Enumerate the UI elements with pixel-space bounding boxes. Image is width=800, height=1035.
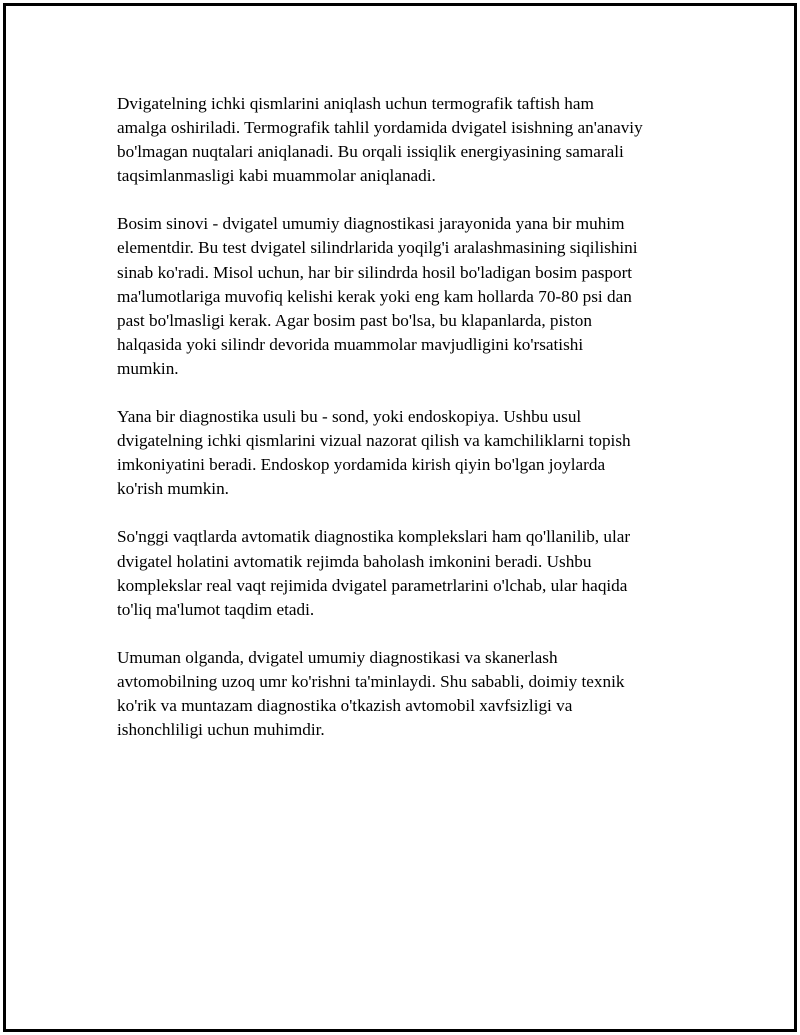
paragraph-automatic-diagnostics [117,525,707,621]
text-line: past bo'lmasligi kerak. Agar bosim past bo'lsa, bu klapanlarda, piston [117,310,592,330]
text-line: ko'rik va muntazam diagnostika o'tkazish avtomobil xavfsizligi va [117,695,573,715]
paragraph-conclusion [117,646,707,742]
text-line: So'nggi vaqtlarda avtomatik diagnostika komplekslari ham qo'llanilib, ular [117,527,631,547]
text-line: amalga oshiriladi. Termografik tahlil yordamida dvigatel isishning an'anaviy [117,118,643,138]
text-line: imkoniyatini beradi. Endoskop yordamida kirish qiyin bo'lgan joylarda [117,455,606,475]
paragraph-endoscopy [117,405,707,501]
text-line: dvigatel holatini avtomatik rejimda baholash imkonini beradi. Ushbu [117,551,592,571]
paragraph-pressure-test [117,212,707,381]
text-line: ishonchliligi uchun muhimdir. [117,720,325,740]
text-line: sinab ko'radi. Misol uchun, har bir silindrda hosil bo'ladigan bosim pasport [117,262,633,282]
text-line: elementdir. Bu test dvigatel silindrlarida yoqilg'i aralashmasining siqilishini [117,238,638,258]
text-line: halqasida yoki silindr devorida muammolar mavjudligini ko'rsatishi [117,334,584,354]
text-line: to'liq ma'lumot taqdim etadi. [117,599,315,619]
text-line: Yana bir diagnostika usuli bu - sond, yoki endoskopiya. Ushbu usul [117,407,582,427]
text-line: dvigatelning ichki qismlarini vizual nazorat qilish va kamchiliklarni topish [117,431,631,451]
text-line: Umuman olganda, dvigatel umumiy diagnostikasi va skanerlash [117,647,558,667]
text-line: taqsimlanmasligi kabi muammolar aniqlanadi. [117,166,436,186]
text-line: mumkin. [117,358,179,378]
text-line: ma'lumotlariga muvofiq kelishi kerak yoki eng kam hollarda 70-80 psi dan [117,286,632,306]
text-line: bo'lmagan nuqtalari aniqlanadi. Bu orqali issiqlik energiyasining samarali [117,142,624,162]
text-line: komplekslar real vaqt rejimida dvigatel parametrlarini o'lchab, ular haqida [117,575,628,595]
document-body [117,92,707,766]
text-line: Dvigatelning ichki qismlarini aniqlash uchun termografik taftish ham [117,94,594,113]
paragraph-thermography [117,92,707,188]
text-line: Bosim sinovi - dvigatel umumiy diagnostikasi jarayonida yana bir muhim [117,214,625,234]
text-line: avtomobilning uzoq umr ko'rishni ta'minlaydi. Shu sababli, doimiy texnik [117,671,625,691]
text-line: ko'rish mumkin. [117,479,229,499]
